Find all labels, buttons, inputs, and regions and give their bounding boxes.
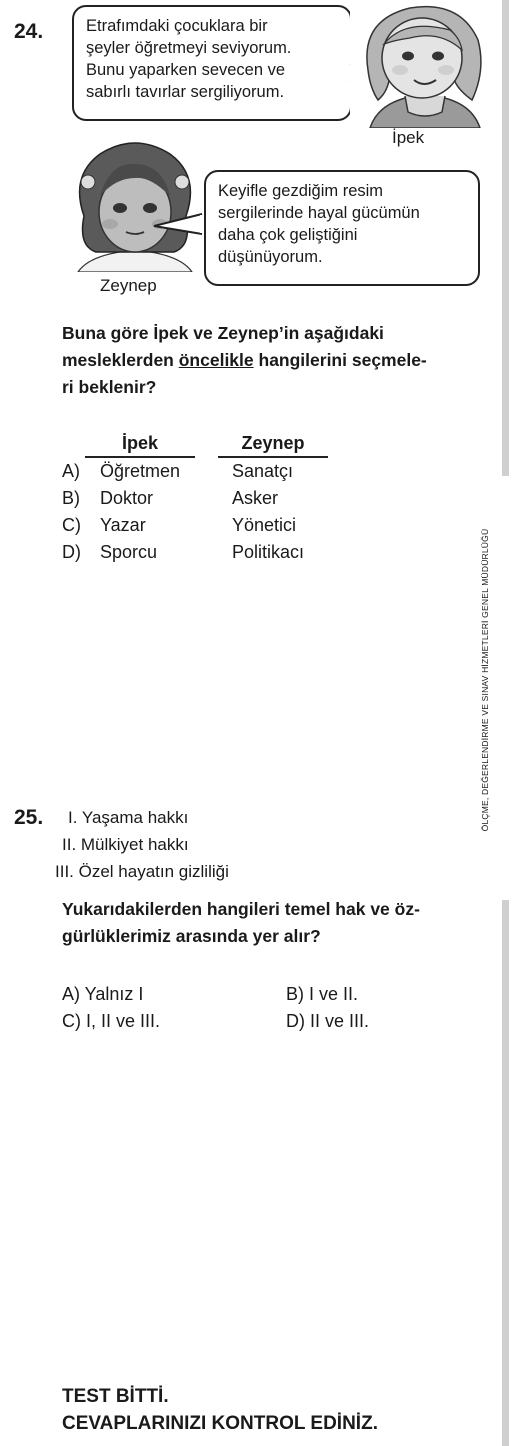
- zeynep-bubble-line: düşünüyorum.: [218, 248, 323, 266]
- zeynep-bubble-line: Keyifle gezdiğim resim: [218, 182, 384, 200]
- right-item-3: III. Özel hayatın gizliliği: [55, 862, 229, 881]
- ipek-bubble-line: şeyler öğretmeyi seviyorum.: [86, 39, 292, 57]
- stem-line: gürlüklerimiz arasında yer alır?: [62, 926, 321, 946]
- option-ipek-value: Doktor: [100, 488, 154, 508]
- column-header-underline: [218, 456, 328, 458]
- ipek-speech-bubble: [72, 5, 352, 121]
- question-25-option-c[interactable]: C) I, II ve III.: [62, 1011, 161, 1031]
- stem-line: Buna göre İpek ve Zeynep’in aşağıdaki: [62, 323, 384, 343]
- stem-line: Yukarıdakilerden hangileri temel hak ve öz-: [62, 899, 420, 919]
- option-zeynep-value: Sanatçı: [232, 461, 294, 481]
- question-25-option-a[interactable]: A) Yalnız I: [62, 984, 144, 1004]
- question-25-option-d[interactable]: D) II ve III.: [286, 1011, 370, 1031]
- option-letter: D): [62, 542, 81, 562]
- question-24-stem: [62, 320, 427, 401]
- option-zeynep-value: Politikacı: [232, 542, 305, 562]
- zeynep-girl-illustration: [70, 136, 200, 272]
- ipek-girl-illustration: [350, 0, 500, 128]
- option-zeynep-value: Asker: [232, 488, 279, 508]
- option-ipek-value: Sporcu: [100, 542, 158, 562]
- test-end-message: [62, 1383, 378, 1437]
- zeynep-speech-bubble: [204, 170, 480, 286]
- question-25-stem: [62, 896, 420, 950]
- footer-line: TEST BİTTİ.: [62, 1386, 169, 1407]
- zeynep-bubble-line: daha çok geliştiğini: [218, 226, 358, 244]
- column-header-underline: [85, 456, 195, 458]
- sidebar-bar: [502, 0, 509, 476]
- ipek-name-caption: İpek: [392, 128, 425, 147]
- zeynep-bubble-tail: [150, 210, 212, 240]
- right-item-2: II. Mülkiyet hakkı: [62, 835, 189, 854]
- option-zeynep-value: Yönetici: [232, 515, 297, 535]
- column-header-zeynep: Zeynep: [241, 433, 305, 453]
- stem-line: ri beklenir?: [62, 377, 157, 397]
- footer-line: CEVAPLARINIZI KONTROL EDİNİZ.: [62, 1413, 378, 1434]
- sidebar-bar: [502, 900, 509, 1446]
- option-letter: C): [62, 515, 81, 535]
- question-25-option-b[interactable]: B) I ve II.: [286, 984, 359, 1004]
- option-letter: A): [62, 461, 80, 481]
- column-header-ipek: İpek: [121, 433, 159, 453]
- option-letter: B): [62, 488, 80, 508]
- option-ipek-value: Yazar: [100, 515, 146, 535]
- ipek-bubble-line: Bunu yaparken sevecen ve: [86, 61, 286, 79]
- stem-text: hangilerini seçmele-: [253, 350, 427, 370]
- stem-line: [62, 347, 427, 374]
- right-item-1: I. Yaşama hakkı: [68, 808, 189, 827]
- ipek-bubble-line: sabırlı tavırlar sergiliyorum.: [86, 83, 285, 101]
- zeynep-name-caption: Zeynep: [100, 276, 157, 295]
- option-ipek-value: Öğretmen: [100, 461, 181, 481]
- stem-emphasis: öncelikle: [178, 350, 254, 370]
- question-24-number: 24.: [14, 20, 44, 43]
- stem-text: mesleklerden: [62, 350, 179, 370]
- sidebar-organization-text: ÖLÇME, DEĞERLENDİRME VE SINAV HİZMETLERİ GENEL MÜDÜRLÜĞÜ: [480, 528, 490, 832]
- question-25-number: 25.: [14, 806, 44, 829]
- ipek-bubble-line: Etrafımdaki çocuklara bir: [86, 17, 268, 35]
- zeynep-bubble-line: sergilerinde hayal gücümün: [218, 204, 420, 222]
